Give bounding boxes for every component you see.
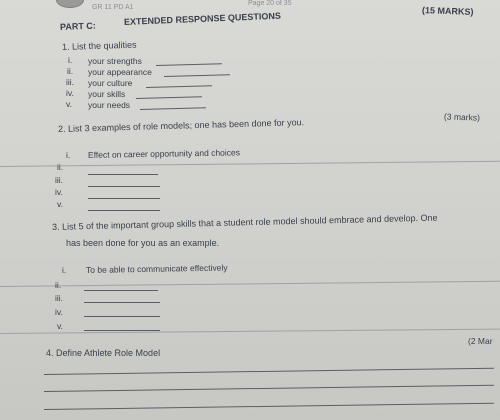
q3-num-2: ii. (55, 280, 62, 290)
q4-answer-line-2[interactable] (44, 385, 494, 392)
document-code: GR 11 PD A1 (92, 4, 134, 11)
q3-title-line-1: 3. List 5 of the important group skills that a student role model should embrace and develop. One (51, 212, 438, 232)
q2-answer-line-3[interactable] (88, 186, 160, 187)
q2-num-3: iii. (55, 175, 64, 185)
q4-title: 4. Define Athlete Role Model (46, 348, 161, 358)
q3-num-4: iv. (55, 307, 63, 317)
q2-item-1: Effect on career opportunity and choices (87, 147, 241, 160)
q2-answer-rule-1 (0, 161, 500, 167)
q1-item-3: your culture (88, 78, 133, 88)
q2-answer-line-4[interactable] (88, 198, 160, 199)
q2-answer-line-2[interactable] (88, 174, 158, 175)
part-label: PART C: (59, 20, 97, 32)
q1-answer-line-4[interactable] (136, 96, 202, 99)
q1-answer-line-5[interactable] (140, 107, 206, 110)
q2-answer-line-5[interactable] (88, 210, 160, 211)
q3-answer-rule-1 (0, 281, 500, 287)
q3-answer-line-2[interactable] (84, 290, 158, 291)
part-marks: (15 MARKS) (421, 5, 474, 17)
q1-num-3: iii. (66, 77, 75, 87)
q3-num-1: i. (62, 265, 67, 275)
part-title: EXTENDED RESPONSE QUESTIONS (123, 10, 282, 27)
q3-section-divider (0, 329, 500, 334)
q3-item-1: To be able to communicate effectively (85, 262, 228, 275)
q1-answer-line-3[interactable] (146, 85, 212, 88)
q1-answer-line-2[interactable] (164, 74, 230, 77)
q1-item-4: your skills (88, 89, 126, 99)
q2-marks: (3 marks) (443, 111, 481, 123)
q2-num-5: v. (57, 199, 63, 209)
q1-item-5: your needs (88, 100, 131, 110)
q4-marks: (2 Mar (468, 336, 493, 346)
q2-title: 2. List 3 examples of role models; one has been done for you. (57, 117, 305, 134)
q3-num-5: v. (57, 321, 63, 331)
q4-answer-line-1[interactable] (44, 368, 494, 375)
q2-num-2: ii. (57, 162, 64, 172)
q3-answer-line-4[interactable] (84, 316, 160, 317)
punch-hole (56, 0, 84, 8)
page-number: Page 20 of 35 (248, 0, 292, 7)
q3-answer-line-3[interactable] (84, 302, 160, 303)
q4-answer-line-3[interactable] (44, 403, 494, 410)
q1-answer-line-1[interactable] (156, 63, 222, 66)
q1-title: 1. List the qualities (61, 39, 137, 52)
q2-num-1: i. (66, 150, 71, 160)
q1-num-4: iv. (66, 88, 74, 98)
q3-num-3: iii. (55, 293, 64, 303)
q2-num-4: iv. (55, 187, 63, 197)
q1-item-2: your appearance (88, 67, 152, 77)
q1-num-5: v. (66, 99, 72, 109)
q1-num-2: ii. (67, 66, 74, 76)
q3-title-line-2: has been done for you as an example. (66, 238, 220, 248)
q1-item-1: your strengths (88, 56, 142, 66)
q1-num-1: i. (68, 55, 73, 65)
